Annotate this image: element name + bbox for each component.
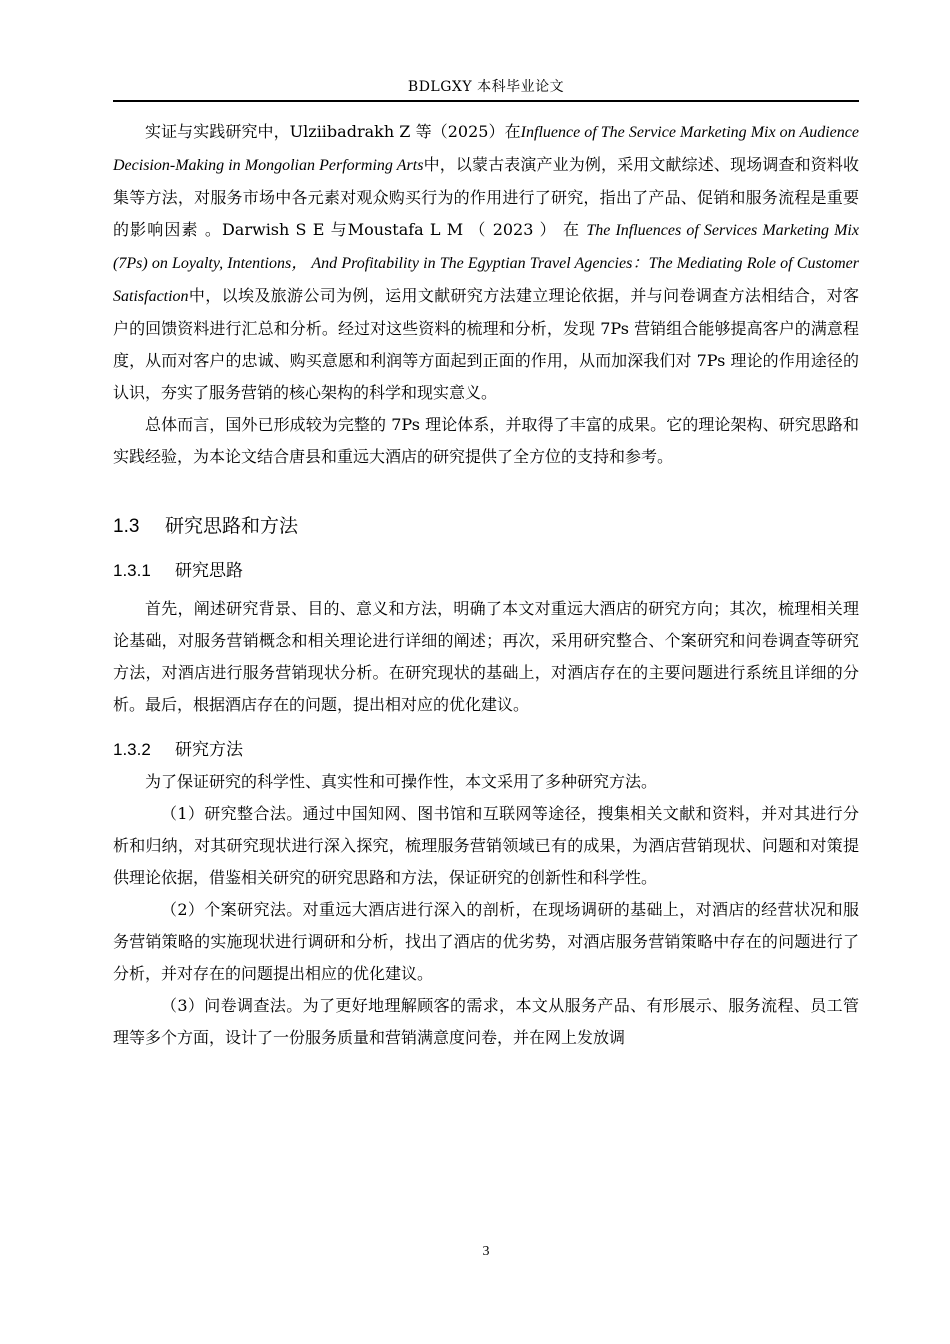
subsection-title: 研究方法: [175, 740, 243, 760]
paragraph-text: 实证与实践研究中，Ulziibadrakh Z 等（2025）在: [145, 122, 521, 141]
method-item-3: （3）问卷调查法。为了更好地理解顾客的需求，本文从服务产品、有形展示、服务流程、员工管理等多个方面，设计了一份服务质量和营销满意度问卷，并在网上发放调: [113, 996, 859, 1047]
page-body: [113, 116, 859, 1054]
subsection-number: 1.3.1: [113, 561, 151, 580]
paragraph-text: 中，以蒙古表演产业为例，采用文献综述、现场调查和资料收集等方法，对服务市场中各元素对观众购买行为的作用进行了研究，指出了产品、促销和服务流程是重要的影响因素 。Darwish S E 与Moustafa L M （ 2023 ） 在: [113, 155, 859, 239]
subsection-title: 研究思路: [175, 561, 243, 581]
section-title: 研究思路和方法: [165, 515, 299, 537]
subsection-number: 1.3.2: [113, 740, 151, 759]
cited-title-egypt: The Influences of Services Marketing Mix (7Ps) on Loyalty, Intentions， And Profitability in The Egyptian Travel Agencies：The Mediating Role of Customer Satisfaction: [113, 222, 859, 305]
subsection-heading-1-3-2: [113, 735, 859, 760]
paragraph-research-approach: 首先，阐述研究背景、目的、意义和方法，明确了本文对重远大酒店的研究方向；其次，梳理相关理论基础，对服务营销概念和相关理论进行详细的阐述；再次，采用研究整合、个案研究和问卷调查等研究方法，对酒店进行服务营销现状分析。在研究现状的基础上，对酒店存在的主要问题进行系统且详细的分析。最后，根据酒店存在的问题，提出相对应的优化建议。: [113, 599, 859, 714]
paragraph-summary: 总体而言，国外已形成较为完整的 7Ps 理论体系，并取得了丰富的成果。它的理论架构、研究思路和实践经验，为本论文结合唐县和重远大酒店的研究提供了全方位的支持和参考。: [113, 415, 859, 466]
section-heading-1-3: [113, 511, 859, 538]
section-number: 1.3: [113, 516, 140, 537]
cited-title-mongolia: Influence of The Service Marketing Mix on Audience Decision-Making in Mongolian Performing Arts: [113, 124, 859, 174]
paragraph-methods-intro: 为了保证研究的科学性、真实性和可操作性，本文采用了多种研究方法。: [145, 772, 658, 791]
subsection-heading-1-3-1: [113, 556, 859, 581]
page-number: 3: [482, 1244, 490, 1259]
paragraph-empirical-research: [113, 116, 859, 409]
header-rule: [113, 100, 859, 102]
method-item-2: （2）个案研究法。对重远大酒店进行深入的剖析，在现场调研的基础上，对酒店的经营状况和服务营销策略的实施现状进行调研和分析，找出了酒店的优劣势，对酒店服务营销策略中存在的问题进行了分析，并对存在的问题提出相应的优化建议。: [113, 900, 859, 983]
running-header: BDLGXY 本科毕业论文: [407, 79, 565, 95]
method-item-1: （1）研究整合法。通过中国知网、图书馆和互联网等途径，搜集相关文献和资料，并对其进行分析和归纳，对其研究现状进行深入探究，梳理服务营销领域已有的成果，为酒店营销现状、问题和对策提供理论依据，借鉴相关研究的研究思路和方法，保证研究的创新性和科学性。: [113, 804, 859, 887]
paragraph-text: 中，以埃及旅游公司为例，运用文献研究方法建立理论依据，并与问卷调查方法相结合，对客户的回馈资料进行汇总和分析。经过对这些资料的梳理和分析，发现 7Ps 营销组合能够提高客户的满意程度，从而对客户的忠诚、购买意愿和利润等方面起到正面的作用，从而加深我们对 7Ps 理论的作用途径的认识，夯实了服务营销的核心架构的科学和现实意义。: [113, 286, 859, 402]
